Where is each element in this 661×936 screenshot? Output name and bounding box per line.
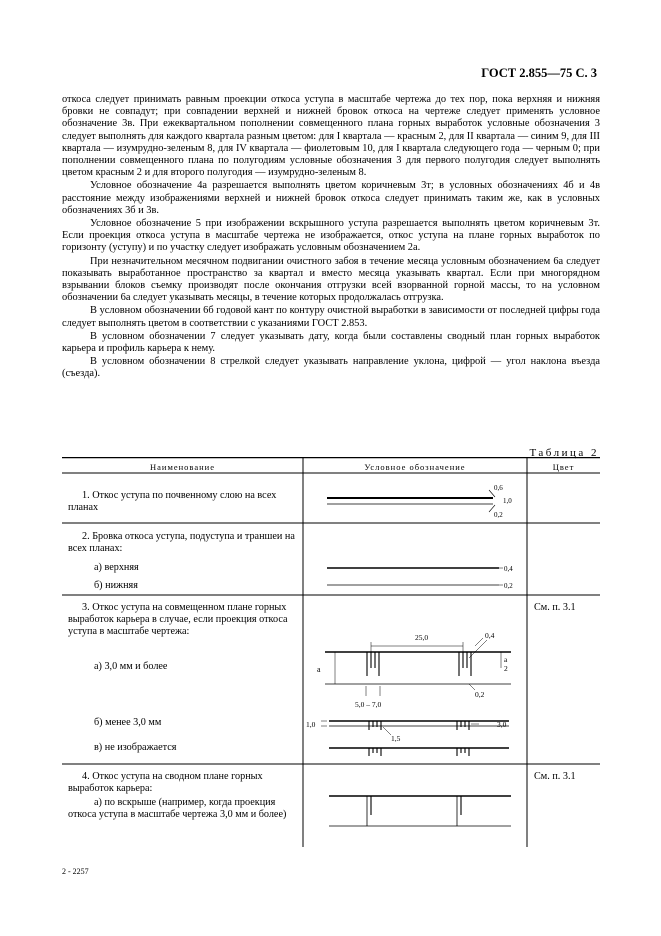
dim-row3-half-den: 2 (504, 664, 508, 673)
dim-row2-a: 0,4 (504, 565, 513, 573)
row-4-color: См. п. 3.1 (534, 771, 576, 782)
dim-row1-c: 0,2 (494, 511, 503, 519)
dim-row3-depth: a (317, 665, 321, 674)
row-3-sub-c: в) не изображается (94, 742, 177, 753)
row-1-text: 1. Откос уступа по почвенному слою на всех планах (68, 490, 277, 513)
dim-row2-b: 0,2 (504, 582, 513, 590)
dim-row3-spacing: 25,0 (415, 633, 429, 642)
row-3-color: См. п. 3.1 (534, 602, 576, 613)
row-2-text: 2. Бровка откоса уступа, подуступа и траншеи на всех планах: (68, 531, 295, 554)
body-text (62, 94, 600, 382)
print-code: 2 - 2257 (62, 867, 89, 876)
row-3-sub-a: а) 3,0 мм и более (94, 661, 168, 672)
col-header-symbol: Условное обозначение (364, 462, 466, 472)
symbol-row-2 (303, 524, 527, 594)
dim-row3-tick: 1,5 (391, 734, 401, 743)
paragraph: В условном обозначении 6б годовой кант по контуру очистной выработки в зависимости от последней цифры года следует выполнять цветом в соответствии с указаниями ГОСТ 2.853. (62, 305, 600, 329)
row-3-sub-b: б) менее 3,0 мм (94, 717, 162, 728)
row-3-text: 3. Откос уступа на совмещенном плане горных выработок карьера в случае, если проекция откоса уступа в масштабе чертежа: (68, 602, 288, 637)
dim-row1-b: 1,0 (503, 497, 512, 505)
paragraph: При незначительном месячном подвигании очистного забоя в течение месяца условным обозначением 6а следует показывать выработанное пространство за квартал и вместо месяца указывать квартал. Если при многорядном взрывании блоков съемку производят после окончания отгрузки всей взорванной горной массы, то на условном обозначении 6а следует указывать месяцы, в течение которых продолжалась отгрузка. (62, 255, 600, 304)
dim-row1-a: 0,6 (494, 484, 503, 492)
symbols-table (62, 457, 600, 847)
paragraph: Условное обозначение 4а разрешается выполнять цветом коричневым 3т; в условных обозначениях 4б и 4в расстояние между изображениями верхней и нижней бровок откоса следует принимать таким же, как в условных обозначениях 3б и 3в. (62, 180, 600, 216)
symbol-row-3 (303, 596, 527, 764)
paragraph: В условном обозначении 7 следует указывать дату, когда были составлены сводный план горных выработок карьера и профиль карьера к нему. (62, 330, 600, 355)
symbol-row-4 (303, 765, 527, 848)
dim-row3-teeth: 5,0 – 7,0 (355, 700, 382, 709)
paragraph: В условном обозначении 8 стрелкой следует указывать направление уклона, цифрой — угол наклона въезда (съезда). (62, 356, 600, 380)
row-2-sub-b: б) нижняя (94, 580, 138, 591)
dim-row3-stroke: 0,4 (485, 631, 495, 640)
row-4-sub-a: а) по вскрыше (например, когда проекция откоса уступа в масштабе чертежа 3,0 мм и более) (68, 797, 287, 820)
col-header-color: Цвет (552, 462, 575, 472)
row-2-sub-a: а) верхняя (94, 562, 139, 573)
table-label: Таблица 2 (529, 447, 599, 459)
dim-row3-left: 1,0 (306, 720, 316, 729)
page-header: ГОСТ 2.855—75 С. 3 (481, 66, 597, 80)
symbol-row-1 (303, 474, 527, 522)
col-header-name: Наименование (150, 462, 215, 472)
dim-row3-base: 0,2 (475, 690, 485, 699)
dim-row3-right: 3,0 (497, 720, 507, 729)
paragraph: Условное обозначение 5 при изображении вскрышного уступа разрешается выполнять цветом коричневым 3т. Если проекция откоса уступа в масштабе чертежа не изображается, откос уступа на плане горных выработок по горизонту (уступу) и по участку следует изображать условным обозначением 2а. (62, 218, 600, 254)
paragraph: откоса следует принимать равным проекции откоса уступа в масштабе чертежа до тех пор, пока верхняя и нижняя бровки не совпадут; при совпадении верхней и нижней бровок откоса на чертеже следует применять условное обозначение 3в. При ежеквартальном пополнении совмещенного плана горных выработок условные обозначения 3 следует выполнять для каждого квартала разным цветом: для I квартала — красным 2, для II квартала — синим 9, для III квартала — изумрудно-зеленым 8, для IV квартала — фиолетовым 10, для I квартала следующего года — черным 0; при пополнении совмещенного плана по полугодиям условные обозначения 3 для первого полугодия следует выполнять цветом красным 2 и для второго полугодия — изумрудно-зеленым 8. (62, 94, 600, 179)
row-4-text: 4. Откос уступа на сводном плане горных выработок карьера: (68, 771, 263, 794)
dim-row3-half: a (504, 655, 508, 664)
